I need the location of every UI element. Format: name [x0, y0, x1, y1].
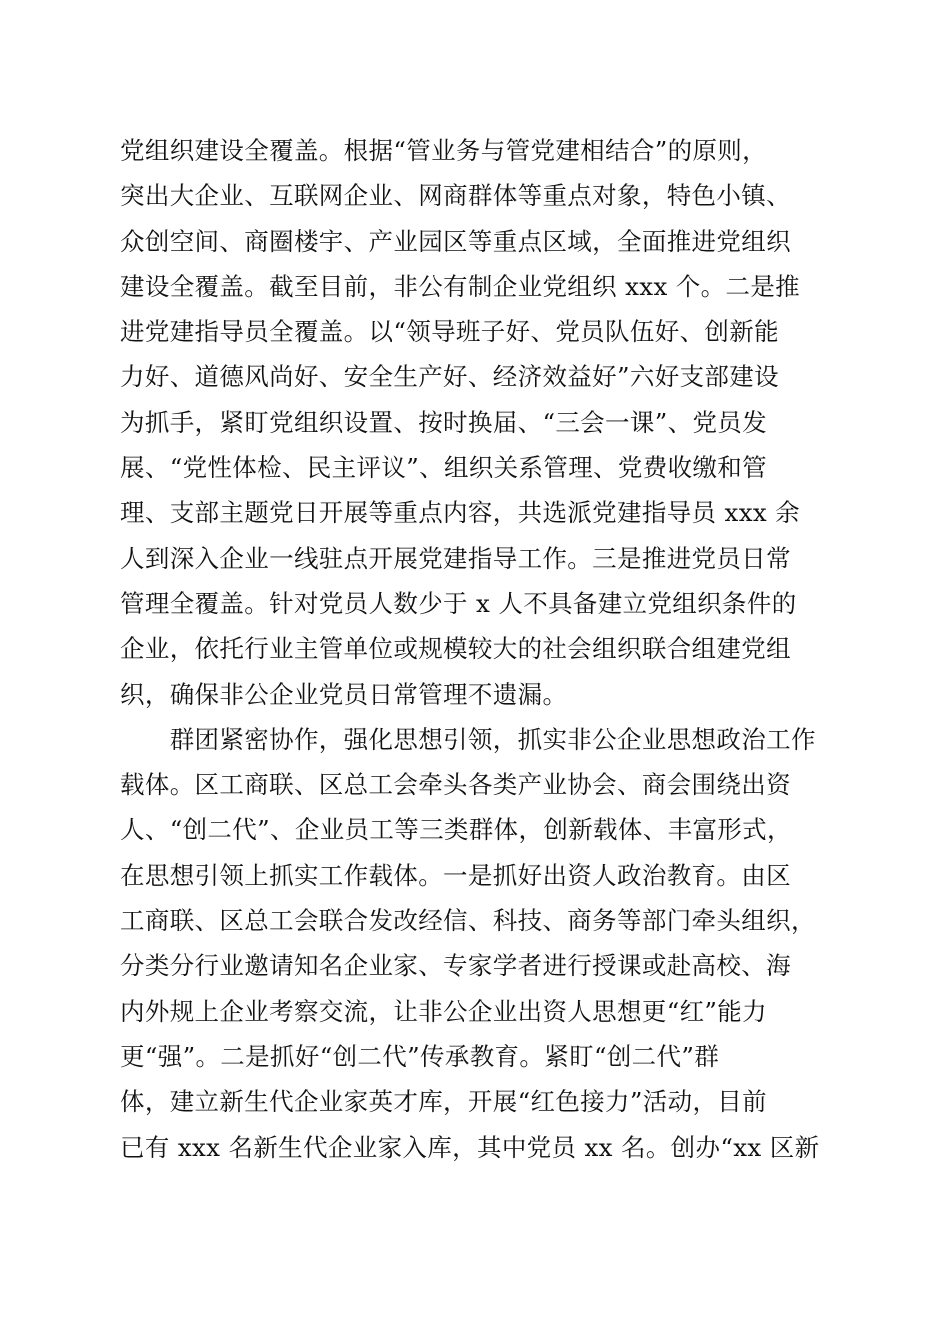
- text-line: 工商联、区总工会联合发改经信、科技、商务等部门牵头组织，: [120, 906, 816, 936]
- text-line: 体，建立新生代企业家英才库，开展“红色接力”活动，目前: [120, 1087, 767, 1117]
- text-line: 分类分行业邀请知名企业家、专家学者进行授课或赴高校、海: [120, 951, 791, 981]
- text-line: 管理全覆盖。针对党员人数少于 x 人不具备建立党组织条件的: [120, 588, 797, 618]
- text-line: 众创空间、商圈楼宇、产业园区等重点区域，全面推进党组织: [120, 226, 791, 256]
- text-line: 党组织建设全覆盖。根据“管业务与管党建相结合”的原则，: [120, 136, 767, 165]
- text-line: 展、“党性体检、民主评议”、组织关系管理、党费收缴和管: [120, 453, 767, 483]
- text-line: 更“强”。二是抓好“创二代”传承教育。紧盯“创二代”群: [120, 1041, 720, 1071]
- text-line: 群团紧密协作，强化思想引领，抓实非公企业思想政治工作: [120, 724, 816, 754]
- text-line: 理、支部主题党日开展等重点内容，共选派党建指导员 xxx 余: [120, 498, 801, 528]
- text-line: 企业，依托行业主管单位或规模较大的社会组织联合组建党组: [120, 634, 791, 664]
- text-line: 织，确保非公企业党员日常管理不遗漏。: [120, 679, 568, 709]
- text-line: 载体。区工商联、区总工会牵头各类产业协会、商会围绕出资: [120, 770, 791, 800]
- text-line: 为抓手，紧盯党组织设置、按时换届、“三会一课”、党员发: [120, 407, 767, 437]
- text-line: 建设全覆盖。截至目前，非公有制企业党组织 xxx 个。二是推: [120, 271, 801, 301]
- text-line: 内外规上企业考察交流，让非公企业出资人思想更“红”能力: [120, 996, 767, 1026]
- text-line: 进党建指导员全覆盖。以“领导班子好、党员队伍好、创新能: [120, 317, 779, 347]
- text-line: 已有 xxx 名新生代企业家入库，其中党员 xx 名。创办“xx 区新: [120, 1132, 820, 1162]
- text-line: 人到深入企业一线驻点开展党建指导工作。三是推进党员日常: [120, 543, 791, 573]
- text-line: 突出大企业、互联网企业、网商群体等重点对象，特色小镇、: [120, 181, 791, 211]
- body-text: [120, 128, 860, 1170]
- text-line: 人、“创二代”、企业员工等三类群体，创新载体、丰富形式，: [120, 815, 792, 845]
- text-line: 在思想引领上抓实工作载体。一是抓好出资人政治教育。由区: [120, 860, 791, 890]
- text-line: 力好、道德风尚好、安全生产好、经济效益好”六好支部建设: [120, 362, 779, 392]
